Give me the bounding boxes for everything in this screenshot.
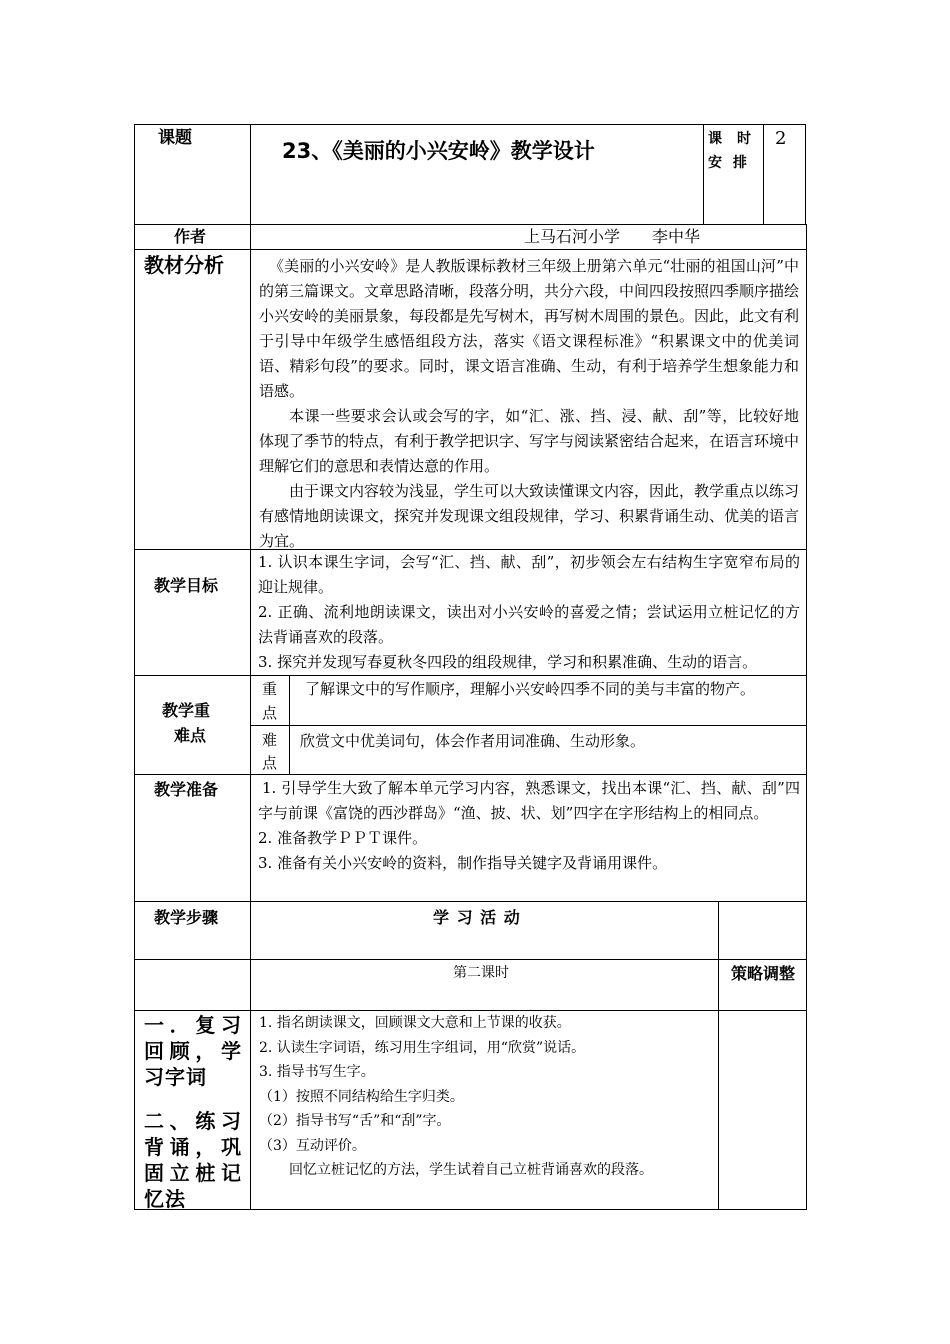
activity-item: （3）互动评价。 <box>259 1137 366 1154</box>
prep-item: 1. 引导学生大致了解本单元学习内容，熟悉课文，找出本课“汇、挡、献、刮”四字与前课《富饶的西沙群岛》“渔、披、状、划”四字在字形结构上的相同点。 <box>258 779 800 822</box>
lesson-header: 第二课时 <box>453 965 509 981</box>
activity-item: 1. 指名朗读课文，回顾课文大意和上节课的收获。 <box>259 1015 571 1031</box>
analysis-text <box>259 254 799 554</box>
goal-item: 2. 正确、流利地朗读课文，读出对小兴安岭的喜爱之情；尝试运用立桩记忆的方法背诵喜欢的段落。 <box>258 603 800 646</box>
goals-label: 教学目标 <box>154 576 219 595</box>
goals-label-cell <box>134 549 251 676</box>
prep-text <box>258 776 800 876</box>
activities-header: 学 习 活 动 <box>433 908 521 927</box>
goal-item: 1. 认识本课生字词，会写“汇、挡、献、刮”，初步领会左右结构生字宽窄布局的迎让规律。 <box>258 553 800 596</box>
goals-text <box>258 550 800 675</box>
analysis-label-cell <box>134 249 251 550</box>
prep-label: 教学准备 <box>154 780 219 799</box>
author-label: 作者 <box>174 227 207 246</box>
topic-label-cell <box>134 124 251 225</box>
strategy-header: 策略调整 <box>730 964 795 983</box>
schedule-label: 课 时 安 排 <box>708 131 754 171</box>
focus-text: 了解课文中的写作顺序，理解小兴安岭四季不同的美与丰富的物产。 <box>305 680 756 698</box>
activity-item: 2. 认读生字词语，练习用生字组词，用“欣赏”说话。 <box>259 1039 586 1056</box>
prep-item: 2. 准备教学ＰＰＴ课件。 <box>258 829 428 847</box>
author-name: 上马石河小学 李中华 <box>524 227 701 246</box>
step-2-name: 二、练习背诵，巩固立桩记忆法 <box>144 1109 242 1211</box>
steps-label: 教学步骤 <box>154 908 219 927</box>
step-1-name: 一．复习回顾，学习字词 <box>144 1013 242 1089</box>
activity-item: （2）指导书写“舌”和“刮”字。 <box>259 1113 451 1129</box>
lesson-blank-cell <box>134 959 251 1011</box>
analysis-paragraph: 由于课文内容较为浅显，学生可以大致读懂课文内容，因此，教学重点以练习有感情地朗读课文，探究并发现课文组段规律，学习、积累背诵生动、优美的语言为宜。 <box>259 482 800 550</box>
page-title: 23、《美丽的小兴安岭》教学设计 <box>282 139 595 163</box>
activity-item: （1）按照不同结构给生字归类。 <box>259 1088 464 1105</box>
analysis-label: 教材分析 <box>144 253 224 277</box>
difficulty-text: 欣赏文中优美词句，体会作者用词准确、生动形象。 <box>300 732 646 750</box>
activities-header-side-cell <box>718 901 807 960</box>
prep-item: 3. 准备有关小兴安岭的资料，制作指导关键字及背诵用课件。 <box>258 854 668 872</box>
topic-label: 课题 <box>158 128 192 148</box>
keypoints-label-line2: 难点 <box>174 726 207 745</box>
schedule-value: 2 <box>775 128 787 149</box>
keypoints-label-line1: 教学重 <box>162 701 211 720</box>
analysis-paragraph: 本课一些要求会认或会写的字，如“汇、涨、挡、浸、献、刮”等，比较好地体现了季节的特点，有利于教学把识字、写字与阅读紧密结合起来，在语言环境中理解它们的意思和表情达意的作用。 <box>259 407 800 475</box>
focus-label-2: 点 <box>262 704 278 722</box>
difficulty-label-2: 点 <box>262 754 278 772</box>
goal-item: 3. 探究并发现写春夏秋冬四段的组段规律，学习和积累准确、生动的语言。 <box>258 653 758 671</box>
strategy-content-cell <box>718 1010 807 1210</box>
activity-item: 回忆立桩记忆的方法，学生试着自己立桩背诵喜欢的段落。 <box>289 1162 653 1178</box>
activity-item: 3. 指导书写生字。 <box>259 1064 375 1080</box>
activities-text <box>259 1011 711 1183</box>
focus-label-1: 重 <box>262 680 278 698</box>
analysis-paragraph: 《美丽的小兴安岭》是人教版课标教材三年级上册第六单元“壮丽的祖国山河”中的第三篇课文。文章思路清晰，段落分明，共分六段，中间四段按照四季顺序描绘小兴安岭的美丽景象，每段都是先写树木，再写树木周围的景色。因此，此文有利于引导中年级学生感悟组段方法，落实《语文课程标准》“积累课文中的优美词语、精彩句段”的要求。同时，课文语言准确、生动，有利于培养学生想象能力和语感。 <box>259 257 800 400</box>
difficulty-label-1: 难 <box>262 731 278 749</box>
